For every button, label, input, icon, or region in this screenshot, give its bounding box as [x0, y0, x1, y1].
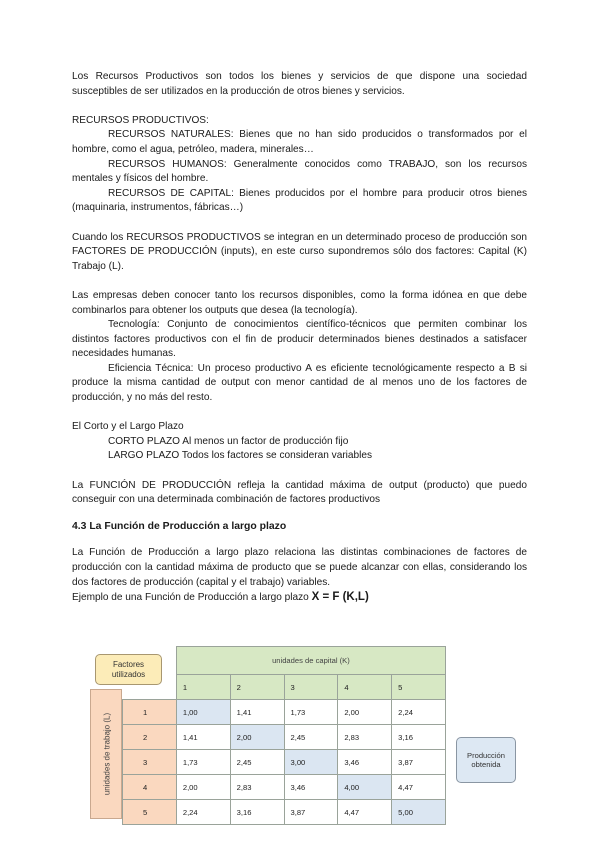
- corto-plazo: CORTO PLAZO Al menos un factor de producción fijo: [108, 435, 349, 447]
- section-heading: 4.3 La Función de Producción a largo plazo: [72, 520, 287, 532]
- table-cell: 2,83: [230, 775, 284, 800]
- table-cell: 3,16: [230, 800, 284, 825]
- table-row: [123, 750, 446, 775]
- paragraph-recursos-productivos: Los Recursos Productivos son todos los bienes y servicios de que dispone una sociedad susceptibles de ser utilizados en la producción de otros bienes y servicios.: [72, 71, 527, 97]
- paragraph-factores: Cuando los RECURSOS PRODUCTIVOS se integran en un determinado proceso de producción son FACTORES DE PRODUCCIÓN (inputs), en este curso supondremos sólo dos factores: Capital (K) Trabajo (L).: [72, 231, 527, 272]
- largo-plazo: LARGO PLAZO Todos los factores se consideran variables: [108, 450, 373, 462]
- table-cell: 2,00: [230, 725, 284, 750]
- trabajo-unit-header: 2: [123, 725, 177, 750]
- table-cell: 2,24: [392, 700, 446, 725]
- table-cell: 2,24: [176, 800, 230, 825]
- paragraph-funcion-produccion: La FUNCIÓN DE PRODUCCIÓN refleja la cantidad máxima de output (producto) que puedo conseguir con una determinada combinación de factores productivos: [72, 479, 527, 506]
- trabajo-label: unidades de trabajo (L): [102, 712, 112, 796]
- trabajo-unit-header: 5: [123, 800, 177, 825]
- formula: X = F (K,L): [311, 591, 369, 604]
- table-cell: 3,16: [392, 725, 446, 750]
- table-cell: 3,46: [338, 750, 392, 775]
- table-cell: 1,00: [176, 700, 230, 725]
- paragraph-empresas: Las empresas deben conocer tanto los recursos disponibles, como la forma idónea en que debe combinarlos para obtener los outputs que desea (la tecnología).: [72, 289, 527, 316]
- production-table: [122, 646, 446, 825]
- capital-unit-header: 4: [338, 675, 392, 700]
- table-cell: 4,47: [338, 800, 392, 825]
- table-cell: 2,45: [230, 750, 284, 775]
- recursos-capital: RECURSOS DE CAPITAL: Bienes producidos por el hombre para producir otros bienes (maquinaria, instrumentos, fábricas…): [72, 187, 527, 214]
- eficiencia-definition: Eficiencia Técnica: Un proceso productivo A es eficiente tecnológicamente respecto a B si produce la misma cantidad de output con menor cantidad de al menos uno de los factores de producción, y no más del resto.: [72, 362, 527, 404]
- capital-unit-header: 2: [230, 675, 284, 700]
- table-cell: 4,47: [392, 775, 446, 800]
- trabajo-label-box: [90, 689, 122, 819]
- production-table-figure: [90, 645, 446, 819]
- recursos-title: RECURSOS PRODUCTIVOS:: [72, 114, 209, 126]
- table-cell: 5,00: [392, 800, 446, 825]
- capital-unit-header: 5: [392, 675, 446, 700]
- table-cell: 2,00: [338, 700, 392, 725]
- corto-largo-title: El Corto y el Largo Plazo: [72, 421, 184, 433]
- capital-unit-header: 1: [176, 675, 230, 700]
- trabajo-unit-header: 1: [123, 700, 177, 725]
- table-cell: 3,87: [392, 750, 446, 775]
- recursos-humanos: RECURSOS HUMANOS: Generalmente conocidos como TRABAJO, son los recursos mentales y físicos del hombre.: [72, 158, 527, 185]
- table-row: [123, 725, 446, 750]
- table-cell: 3,87: [284, 800, 338, 825]
- document-body: [72, 70, 527, 606]
- trabajo-unit-header: 3: [123, 750, 177, 775]
- table-cell: 3,46: [284, 775, 338, 800]
- table-cell: 1,41: [230, 700, 284, 725]
- table-cell: 2,00: [176, 775, 230, 800]
- table-row: [123, 700, 446, 725]
- table-row: [123, 775, 446, 800]
- recursos-naturales: RECURSOS NATURALES: Bienes que no han sido producidos o transformados por el hombre, como el agua, petróleo, madera, minerales…: [72, 129, 527, 155]
- produccion-obtenida-label: Producción obtenida: [456, 737, 516, 783]
- table-cell: 4,00: [338, 775, 392, 800]
- capital-header: unidades de capital (K): [176, 647, 445, 675]
- tecnologia-definition: Tecnología: Conjunto de conocimientos científico-técnicos que permiten combinar los distintos factores productivos con el fin de producir determinados bienes destinados a satisfacer necesidades humanas.: [72, 319, 527, 360]
- table-cell: 1,41: [176, 725, 230, 750]
- table-cell: 2,83: [338, 725, 392, 750]
- table-cell: 1,73: [176, 750, 230, 775]
- table-cell: 2,45: [284, 725, 338, 750]
- trabajo-unit-header: 4: [123, 775, 177, 800]
- capital-unit-header: 3: [284, 675, 338, 700]
- table-row: [123, 800, 446, 825]
- table-cell: 1,73: [284, 700, 338, 725]
- table-cell: 3,00: [284, 750, 338, 775]
- paragraph-largo-plazo: La Función de Producción a largo plazo relaciona las distintas combinaciones de factores de producción con la cantidad máxima de producto que se puede alcanzar con ellas, considerando los dos factores de producción (capital y el trabajo) variables.: [72, 547, 527, 588]
- ejemplo-text: Ejemplo de una Función de Producción a largo plazo: [72, 592, 312, 604]
- paragraph-ejemplo: [72, 590, 527, 606]
- factores-label: Factores utilizados: [95, 654, 162, 685]
